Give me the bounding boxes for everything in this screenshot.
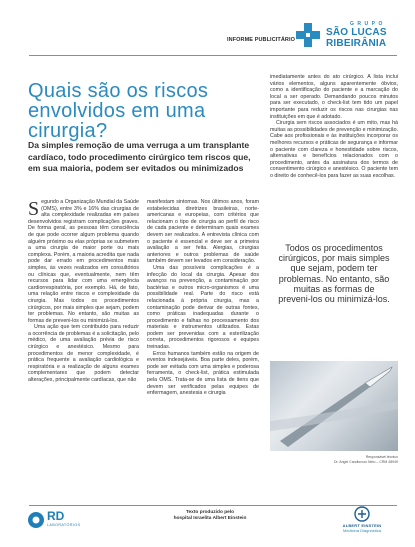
brand-line2: RIBEIRÂNIA (326, 38, 387, 49)
brand-line1: SÃO LUCAS (326, 27, 387, 38)
rd-laboratorios-logo (27, 509, 87, 537)
paragraph: Uma das possíveis complicações é a infecção do local da cirurgia. Apesar dos avanços na prevenção, a contaminação por bactérias e outros micro-organismos é uma possibilidade real. Parte do risco está relacionada à própria cirurgia, mas a contaminação pode derivar de outras fontes, como práticas inadequadas durante o procedimento e falhas no processamento dos materiais e instrumentos utilizados. Estas podem ser prevenidas com a esterilização correta, procedimentos rigorosos e equipes treinadas. (147, 264, 259, 351)
footer-credit-line2: hospital Israelita Albert Einstein (173, 516, 247, 521)
drop-cap: S (28, 198, 40, 220)
paragraph: Erros humanos também estão na origem de eventos indesejáveis. Boa parte deles, porém, pode ser evitada com uma simples e poderosa ferramenta, o check-list, prática estimulada pela OMS. Trata-se de uma lista de itens que devem ser verificados pelas equipes de enfermagem, anestesia e cirurgia (147, 350, 259, 397)
einstein-emblem-icon (354, 506, 370, 522)
responsavel-label: Responsável técnico (365, 455, 398, 459)
paragraph: Uma ação que tem contribuído para reduzir a ocorrência de problemas é a solicitação, pelo médico, de uma avaliação prévia de risco cirúrgico e anestésico. Mesmo para procedimentos de menor complexidade, é prática frequente a avaliação cardiológica e respiratória e a realização de alguns exames complementares que podem detectar alterações, principalmente cardíacas, que não (28, 324, 139, 384)
footer-credit (155, 510, 265, 522)
column-2 (147, 199, 259, 397)
einstein-line1: ALBERT EINSTEIN (342, 523, 382, 528)
responsavel-name: Dr. Angel Candiorozo Neto – CRM 48949 (333, 459, 398, 464)
einstein-line2: Medicina Diagnóstica (342, 528, 382, 533)
footer-credit-line1: Texto produzido pelo (185, 510, 235, 515)
rd-name: RD (47, 509, 65, 523)
pull-quote: Todos os procedimentos cirúrgicos, por mais simples que sejam, podem ter problemas. No entanto, são muitas as formas de preveni-los ou minimizá-los. (278, 243, 390, 305)
responsavel-tecnico (270, 455, 398, 464)
paragraph: Cirurgia sem riscos associados é um mito, mas há muitas as possibilidades de prevenção e minimização. Cabe aos profissionais e às instituições incorporar os melhores recursos e práticas de segurança e informar o paciente com clareza e honestidade sobre riscos, alternativas e benefícios relacionados com o procedimento, antes da assinatura dos termos de consentimento cirúrgico e anestésico. O paciente tem o direito de conhecê-los para fazer as suas escolhas. (270, 120, 398, 179)
rd-logo-icon (27, 511, 45, 529)
column-1 (28, 199, 139, 384)
informe-label: INFORME PUBLICITÁRIO (227, 37, 295, 43)
surgical-instrument-photo (270, 361, 398, 451)
cross-logo-icon (296, 23, 320, 47)
column-3 (270, 74, 398, 180)
article-title: Quais são os riscos envolvidos em uma cirurgia? (28, 80, 209, 142)
paragraph-text: egundo a Organização Mundial da Saúde (OMS), entre 3% e 16% das cirurgias de alta complexidade realizadas em países desenvolvidos registram complicações graves. De forma geral, as pessoas têm consciência de que pode ocorrer algum problema quando alguém próximo ou elas próprias se submetem a uma cirurgia de maior porte ou mais complexa. Porém, a maioria acredita que nada pode dar errado em procedimentos mais simples, às vezes realizados em consultórios ou clínicas que, eventualmente, nem têm recursos para lidar com uma emergência cardiorrespiratória, por exemplo. Há, de fato, uma relação entre riscos e complexidade da cirurgia. Mas todos os procedimentos cirúrgicos, por mais simples que sejam, podem ter problemas. No entanto, são muitas as formas de preveni-los ou minimizá-los. (28, 199, 139, 324)
paragraph: manifestam sintomas. Nos últimos anos, foram estabelecidas diretrizes brasileiras, norte-americanas e europeias, com critérios que relacionam o tipo de cirurgia ao perfil de risco de cada paciente e determinam quais exames devem ser realizados. A entrevista clínica com o paciente é essencial e deve ser a primeira avaliação a ser feita. Alergias, cirurgias anteriores e outros problemas de saúde também devem ser levados em consideração. (147, 199, 259, 265)
einstein-logo (326, 505, 398, 543)
rd-sub: LABORATÓRIOS (47, 523, 81, 527)
paragraph (28, 199, 139, 324)
article-subtitle: Da simples remoção de uma verruga a um transplante cardíaco, todo procedimento cirúrgico tem riscos que, em sua maioria, podem ser evitados ou minimizados (28, 140, 251, 173)
top-divider (29, 55, 397, 56)
brand-grupo: GRUPO (350, 21, 386, 27)
paragraph: imediatamente antes do ato cirúrgico. A lista inclui vários elementos, alguns aparentemente óbvios, como a identificação do paciente e a marcação do local a ser operado. Demandando poucos minutos para ser executado, o check-list tem tido um papel importante para reduzir os riscos nas cirurgias nas instituições em que é adotado. (270, 74, 398, 120)
scalpel-icon (270, 361, 398, 451)
